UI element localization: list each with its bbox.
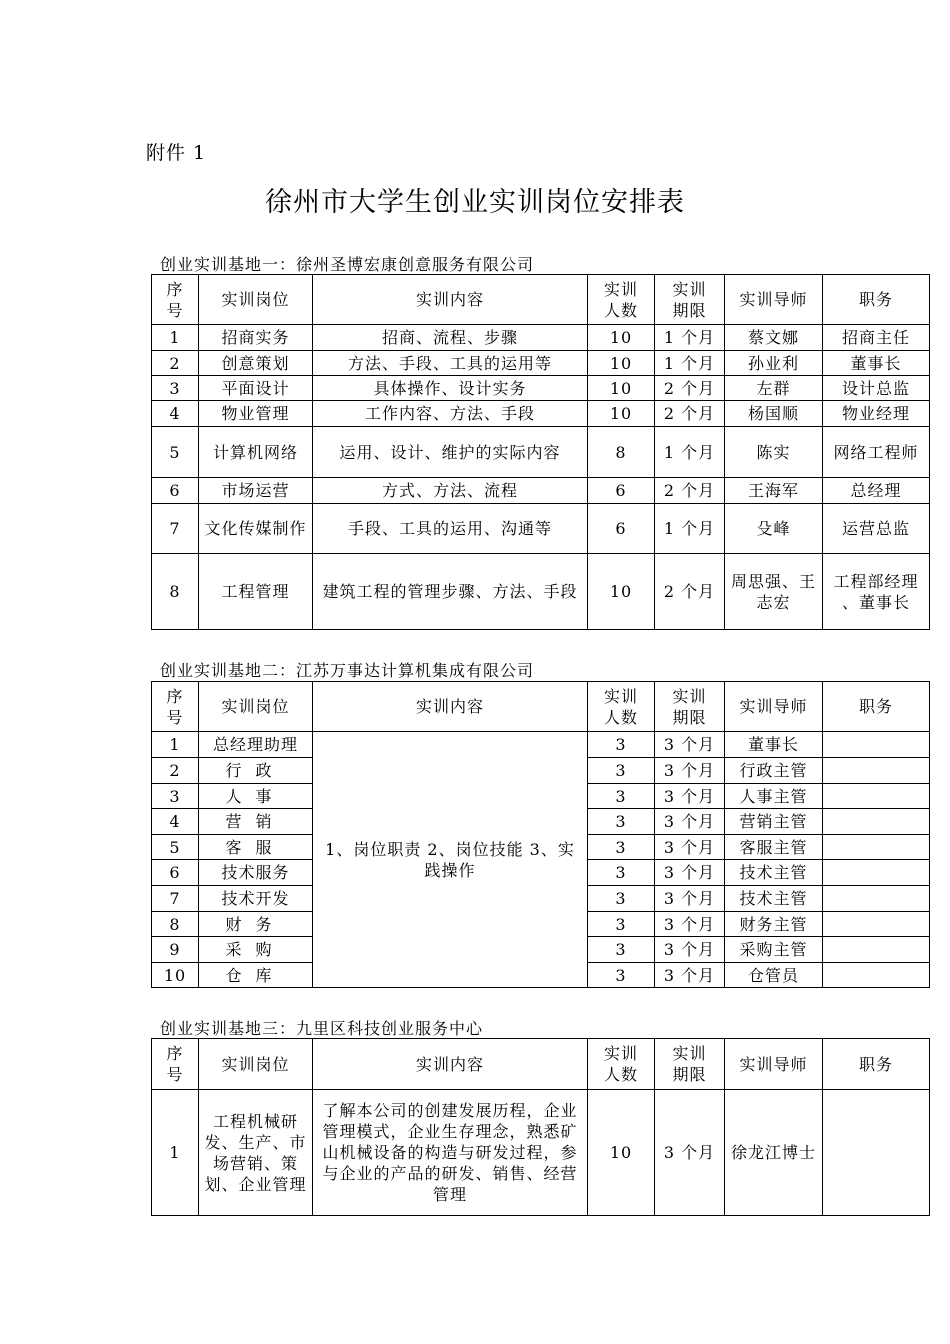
header-persons: 实训 人数 xyxy=(588,275,655,325)
cell-shared-content: 1、岗位职责 2、岗位技能 3、实践操作 xyxy=(313,732,588,988)
cell-period: 3 个月 xyxy=(655,784,725,809)
cell-seq: 5 xyxy=(152,835,199,860)
cell-mentor: 行政主管 xyxy=(725,758,823,784)
cell-mentor: 人事主管 xyxy=(725,784,823,809)
cell-content: 建筑工程的管理步骤、方法、手段 xyxy=(313,554,588,630)
cell-position: 工程机械研发、生产、市场营销、策划、企业管理 xyxy=(199,1090,313,1216)
cell-mentor: 仓管员 xyxy=(725,963,823,988)
cell-seq: 8 xyxy=(152,554,199,630)
header-persons: 实训 人数 xyxy=(588,1039,655,1090)
cell-title: 物业经理 xyxy=(823,401,930,427)
cell-persons: 3 xyxy=(588,860,655,886)
cell-position: 工程管理 xyxy=(199,554,313,630)
cell-persons: 3 xyxy=(588,912,655,937)
cell-mentor: 采购主管 xyxy=(725,937,823,963)
header-position: 实训岗位 xyxy=(199,275,313,325)
cell-content: 了解本公司的创建发展历程，企业管理模式，企业生存理念，熟悉矿山机械设备的构造与研发过程，参与企业的产品的研发、销售、经营管理 xyxy=(313,1090,588,1216)
page-title: 徐州市大学生创业实训岗位安排表 xyxy=(265,187,685,218)
cell-mentor: 徐龙江博士 xyxy=(725,1090,823,1216)
cell-period: 3 个月 xyxy=(655,912,725,937)
cell-period: 3 个月 xyxy=(655,937,725,963)
header-persons: 实训 人数 xyxy=(588,682,655,732)
cell-persons: 10 xyxy=(588,401,655,427)
cell-persons: 3 xyxy=(588,937,655,963)
cell-position: 平面设计 xyxy=(199,376,313,401)
cell-title: 工程部经理 、董事长 xyxy=(823,554,930,630)
cell-mentor: 财务主管 xyxy=(725,912,823,937)
cell-period: 1 个月 xyxy=(655,427,725,478)
cell-title: 招商主任 xyxy=(823,325,930,351)
header-period: 实训 期限 xyxy=(655,682,725,732)
header-seq: 序 号 xyxy=(152,1039,199,1090)
cell-period: 3 个月 xyxy=(655,835,725,860)
cell-persons: 3 xyxy=(588,732,655,758)
header-title: 职务 xyxy=(823,275,930,325)
cell-persons: 3 xyxy=(588,963,655,988)
cell-content: 方式、方法、流程 xyxy=(313,478,588,504)
cell-mentor: 孙业利 xyxy=(725,351,823,376)
cell-period: 2 个月 xyxy=(655,401,725,427)
cell-position: 创意策划 xyxy=(199,351,313,376)
cell-persons: 6 xyxy=(588,504,655,554)
header-seq: 序 号 xyxy=(152,275,199,325)
cell-period: 2 个月 xyxy=(655,376,725,401)
table-row xyxy=(152,1090,930,1216)
header-period: 实训 期限 xyxy=(655,275,725,325)
cell-period: 3 个月 xyxy=(655,860,725,886)
cell-position: 物业管理 xyxy=(199,401,313,427)
cell-persons: 3 xyxy=(588,886,655,912)
cell-title xyxy=(823,835,930,860)
cell-persons: 10 xyxy=(588,325,655,351)
cell-seq: 2 xyxy=(152,758,199,784)
header-period: 实训 期限 xyxy=(655,1039,725,1090)
cell-position: 财务 xyxy=(199,912,313,937)
cell-persons: 3 xyxy=(588,784,655,809)
cell-title: 总经理 xyxy=(823,478,930,504)
cell-title: 董事长 xyxy=(823,351,930,376)
cell-mentor: 技术主管 xyxy=(725,886,823,912)
cell-position: 文化传媒制作 xyxy=(199,504,313,554)
cell-title: 设计总监 xyxy=(823,376,930,401)
cell-seq: 9 xyxy=(152,937,199,963)
cell-period: 3 个月 xyxy=(655,963,725,988)
cell-position: 技术开发 xyxy=(199,886,313,912)
cell-title xyxy=(823,784,930,809)
cell-mentor: 技术主管 xyxy=(725,860,823,886)
cell-position: 技术服务 xyxy=(199,860,313,886)
cell-mentor: 蔡文娜 xyxy=(725,325,823,351)
cell-seq: 6 xyxy=(152,478,199,504)
header-position: 实训岗位 xyxy=(199,1039,313,1090)
cell-content: 具体操作、设计实务 xyxy=(313,376,588,401)
cell-mentor: 左群 xyxy=(725,376,823,401)
cell-persons: 8 xyxy=(588,427,655,478)
cell-seq: 1 xyxy=(152,1090,199,1216)
cell-content: 方法、手段、工具的运用等 xyxy=(313,351,588,376)
header-content: 实训内容 xyxy=(313,1039,588,1090)
cell-seq: 6 xyxy=(152,860,199,886)
table-row xyxy=(152,351,930,376)
cell-period: 3 个月 xyxy=(655,886,725,912)
cell-position: 仓库 xyxy=(199,963,313,988)
section-1-table xyxy=(151,274,930,630)
cell-position: 行政 xyxy=(199,758,313,784)
cell-title xyxy=(823,937,930,963)
header-row xyxy=(152,1039,930,1090)
cell-seq: 7 xyxy=(152,504,199,554)
cell-title xyxy=(823,860,930,886)
cell-mentor: 殳峰 xyxy=(725,504,823,554)
section-1-caption: 创业实训基地一：徐州圣博宏康创意服务有限公司 xyxy=(160,255,535,274)
cell-mentor: 王海军 xyxy=(725,478,823,504)
cell-persons: 3 xyxy=(588,809,655,835)
cell-mentor: 周思强、王志宏 xyxy=(725,554,823,630)
cell-title xyxy=(823,758,930,784)
cell-seq: 8 xyxy=(152,912,199,937)
table-row xyxy=(152,478,930,504)
cell-title xyxy=(823,912,930,937)
table-row xyxy=(152,732,930,758)
cell-seq: 10 xyxy=(152,963,199,988)
cell-persons: 10 xyxy=(588,351,655,376)
cell-title xyxy=(823,886,930,912)
cell-period: 1 个月 xyxy=(655,325,725,351)
cell-title xyxy=(823,809,930,835)
cell-persons: 3 xyxy=(588,835,655,860)
cell-position: 市场运营 xyxy=(199,478,313,504)
table-row xyxy=(152,401,930,427)
cell-period: 3 个月 xyxy=(655,809,725,835)
header-title: 职务 xyxy=(823,682,930,732)
section-2-table xyxy=(151,681,930,988)
header-mentor: 实训导师 xyxy=(725,275,823,325)
cell-title: 运营总监 xyxy=(823,504,930,554)
cell-seq: 7 xyxy=(152,886,199,912)
header-position: 实训岗位 xyxy=(199,682,313,732)
cell-persons: 10 xyxy=(588,376,655,401)
cell-seq: 4 xyxy=(152,809,199,835)
cell-title xyxy=(823,732,930,758)
cell-title: 网络工程师 xyxy=(823,427,930,478)
section-3-caption: 创业实训基地三：九里区科技创业服务中心 xyxy=(160,1019,484,1038)
table-row xyxy=(152,376,930,401)
cell-period: 3 个月 xyxy=(655,758,725,784)
cell-position: 招商实务 xyxy=(199,325,313,351)
table-row xyxy=(152,427,930,478)
cell-seq: 4 xyxy=(152,401,199,427)
cell-period: 1 个月 xyxy=(655,351,725,376)
cell-mentor: 营销主管 xyxy=(725,809,823,835)
cell-content: 手段、工具的运用、沟通等 xyxy=(313,504,588,554)
cell-seq: 3 xyxy=(152,376,199,401)
cell-persons: 6 xyxy=(588,478,655,504)
cell-position: 采购 xyxy=(199,937,313,963)
attachment-label: 附件 1 xyxy=(146,142,207,164)
header-mentor: 实训导师 xyxy=(725,1039,823,1090)
cell-persons: 10 xyxy=(588,554,655,630)
table-row xyxy=(152,325,930,351)
section-2-caption: 创业实训基地二：江苏万事达计算机集成有限公司 xyxy=(160,661,535,680)
cell-seq: 3 xyxy=(152,784,199,809)
header-content: 实训内容 xyxy=(313,275,588,325)
header-seq: 序 号 xyxy=(152,682,199,732)
cell-period: 2 个月 xyxy=(655,478,725,504)
section-3-table xyxy=(151,1038,930,1216)
cell-period: 2 个月 xyxy=(655,554,725,630)
table-row xyxy=(152,504,930,554)
cell-position: 计算机网络 xyxy=(199,427,313,478)
cell-period: 3 个月 xyxy=(655,732,725,758)
cell-period: 3 个月 xyxy=(655,1090,725,1216)
cell-mentor: 杨国顺 xyxy=(725,401,823,427)
cell-seq: 5 xyxy=(152,427,199,478)
cell-position: 人事 xyxy=(199,784,313,809)
cell-position: 营销 xyxy=(199,809,313,835)
cell-title xyxy=(823,1090,930,1216)
cell-position: 总经理助理 xyxy=(199,732,313,758)
cell-mentor: 陈实 xyxy=(725,427,823,478)
header-row xyxy=(152,275,930,325)
header-mentor: 实训导师 xyxy=(725,682,823,732)
table-row xyxy=(152,554,930,630)
cell-persons: 10 xyxy=(588,1090,655,1216)
cell-seq: 2 xyxy=(152,351,199,376)
cell-content: 招商、流程、步骤 xyxy=(313,325,588,351)
header-content: 实训内容 xyxy=(313,682,588,732)
cell-persons: 3 xyxy=(588,758,655,784)
cell-mentor: 董事长 xyxy=(725,732,823,758)
cell-period: 1 个月 xyxy=(655,504,725,554)
cell-title xyxy=(823,963,930,988)
cell-content: 工作内容、方法、手段 xyxy=(313,401,588,427)
cell-content: 运用、设计、维护的实际内容 xyxy=(313,427,588,478)
header-row xyxy=(152,682,930,732)
cell-position: 客服 xyxy=(199,835,313,860)
cell-seq: 1 xyxy=(152,325,199,351)
cell-mentor: 客服主管 xyxy=(725,835,823,860)
header-title: 职务 xyxy=(823,1039,930,1090)
cell-seq: 1 xyxy=(152,732,199,758)
